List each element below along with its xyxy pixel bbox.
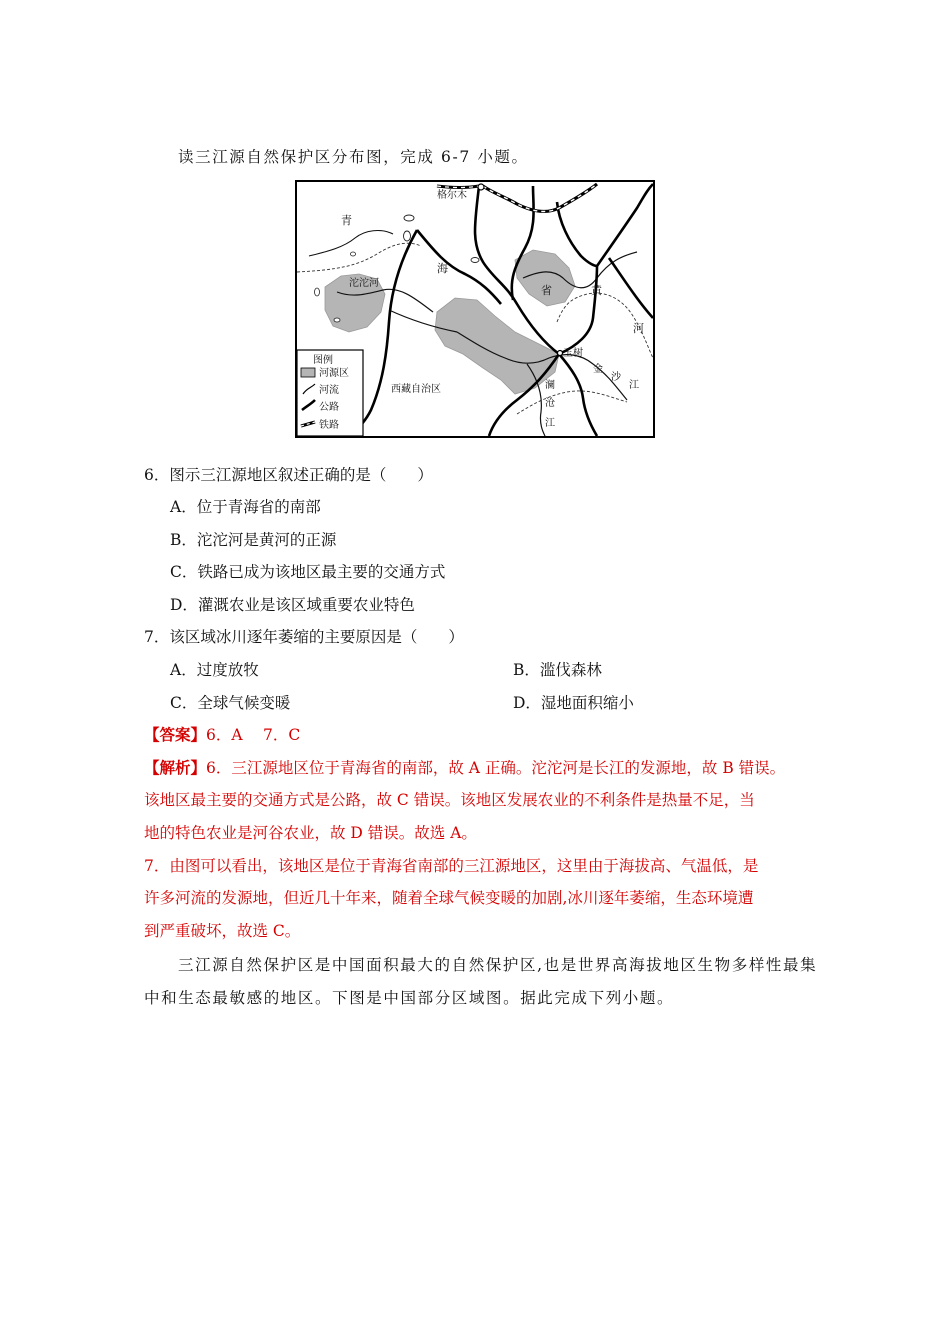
analysis-line-5: 许多河流的发源地，但近几十年来，随着全球气候变暖的加剧,冰川逐年萎缩，生态环境遭: [144, 889, 754, 907]
analysis-text-1: 6．三江源地区位于青海省的南部，故 A 正确。沱沱河是长江的发源地，故 B 错误。: [206, 759, 786, 777]
q6-option-c: C．铁路已成为该地区最主要的交通方式: [170, 563, 446, 581]
label-hai: 海: [437, 262, 448, 275]
legend-source-swatch: [301, 368, 315, 377]
railway: [483, 184, 597, 211]
q6-stem: 6．图示三江源地区叙述正确的是（ ）: [144, 466, 433, 484]
label-sha: 沙: [611, 372, 621, 383]
label-he: 河: [633, 322, 644, 335]
legend-highway: 公路: [319, 402, 339, 413]
map-legend: [297, 350, 363, 436]
highway: [559, 354, 597, 436]
lake: [315, 288, 320, 296]
q7-option-b: B．滥伐森林: [513, 661, 602, 679]
label-cang: 沧: [545, 398, 555, 409]
lake: [351, 252, 356, 256]
q6-option-d: D．灌溉农业是该区域重要农业特色: [170, 596, 415, 614]
highway: [417, 230, 501, 304]
lake: [471, 258, 479, 263]
label-jiang: 江: [629, 380, 639, 391]
sanjiangyuan-map: [295, 180, 655, 438]
intro-text: 读三江源自然保护区分布图，完成 6-7 小题。: [178, 148, 529, 166]
lake: [404, 231, 411, 241]
analysis-tag: 【解析】: [144, 758, 207, 777]
q7-option-d: D．湿地面积缩小: [513, 694, 634, 712]
label-jiang2: 江: [545, 418, 555, 429]
golmud-marker: [478, 184, 484, 190]
analysis-line-3: 地的特色农业是河谷农业，故 D 错误。故选 A。: [144, 824, 477, 842]
label-tuotuo: 沱沱河: [349, 278, 379, 289]
analysis-line-4: 7．由图可以看出，该地区是位于青海省南部的三江源地区，这里由于海拔高、气温低，是: [144, 857, 759, 875]
lake: [334, 318, 340, 322]
highway: [557, 202, 597, 266]
yushu-marker: [558, 351, 563, 356]
label-tibet: 西藏自治区: [391, 384, 441, 395]
answer-line: [144, 725, 300, 745]
legend-river: 河流: [319, 385, 339, 396]
answer-text: 6．A 7．C: [206, 726, 301, 744]
analysis-line-2: 该地区最主要的交通方式是公路，故 C 错误。该地区发展农业的不利条件是热量不足，当: [144, 791, 755, 809]
analysis-line-6: 到严重破坏，故选 C。: [144, 922, 301, 940]
answer-tag: 【答案】: [144, 725, 207, 744]
q7-option-c: C．全球气候变暖: [170, 694, 291, 712]
legend-source-area: 河源区: [319, 368, 349, 379]
q7-option-a: A．过度放牧: [170, 661, 259, 679]
next-passage-line-1: 三江源自然保护区是中国面积最大的自然保护区,也是世界高海拔地区生物多样性最集: [178, 956, 818, 974]
q6-option-b: B．沱沱河是黄河的正源: [170, 531, 337, 549]
q6-option-a: A．位于青海省的南部: [170, 498, 321, 516]
next-passage-line-2: 中和生态最敏感的地区。下图是中国部分区域图。据此完成下列小题。: [144, 989, 675, 1007]
highway: [609, 258, 653, 318]
label-sheng: 省: [541, 284, 552, 297]
provincial-boundary: [517, 391, 627, 414]
label-huang: 黄: [591, 284, 602, 297]
label-yushu: 玉树: [563, 348, 583, 359]
label-lan: 澜: [545, 380, 555, 391]
analysis-line-1: [144, 758, 785, 778]
label-jin: 金: [593, 364, 603, 375]
highway: [597, 184, 653, 266]
legend-title: 图例: [313, 355, 333, 366]
label-qing: 青: [341, 214, 352, 227]
q7-stem: 7．该区域冰川逐年萎缩的主要原因是（ ）: [144, 628, 464, 646]
railway: [483, 184, 597, 211]
label-golmud: 格尔木: [437, 190, 467, 201]
lake: [404, 215, 414, 221]
legend-railway: 铁路: [319, 420, 339, 431]
